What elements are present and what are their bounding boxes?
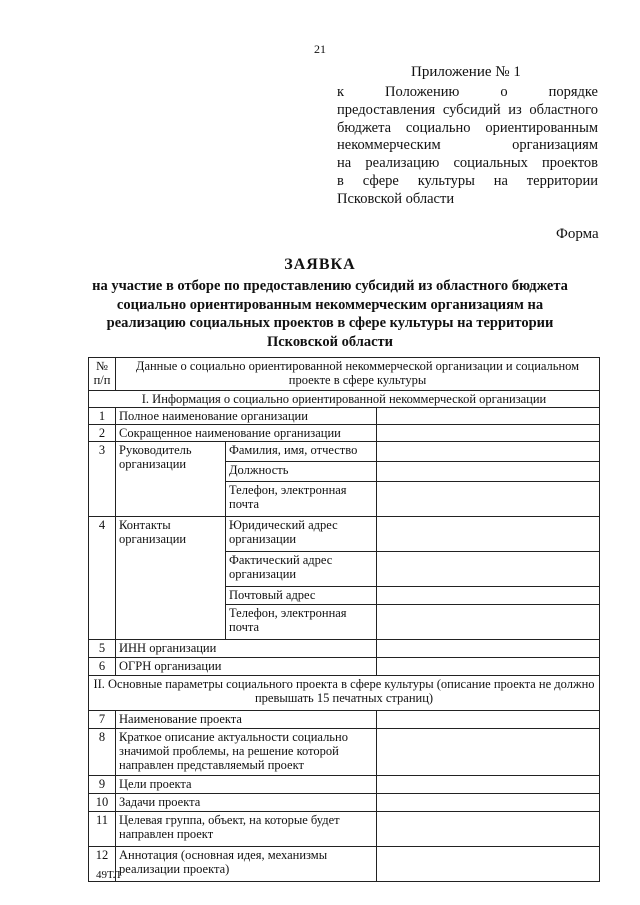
table-row bbox=[89, 425, 600, 442]
header-num: № п/п bbox=[89, 358, 116, 391]
row-number: 1 bbox=[89, 408, 116, 425]
value-field[interactable] bbox=[377, 794, 600, 812]
row-number: 2 bbox=[89, 425, 116, 442]
row-number: 12 bbox=[89, 847, 116, 882]
appendix-title: Приложение № 1 bbox=[411, 64, 521, 80]
row-number: 7 bbox=[89, 711, 116, 729]
value-field[interactable] bbox=[377, 587, 600, 605]
row-label: Контакты организации bbox=[116, 517, 226, 640]
row-label: Руководитель организации bbox=[116, 442, 226, 517]
page-number: 21 bbox=[314, 42, 326, 56]
row-number: 11 bbox=[89, 812, 116, 847]
section-row bbox=[89, 676, 600, 711]
row-label: Наименование проекта bbox=[116, 711, 377, 729]
row-label: Задачи проекта bbox=[116, 794, 377, 812]
sub-label: Фамилия, имя, отчество bbox=[226, 442, 377, 462]
header-data: Данные о социально ориентированной некоммерческой организации и социальном проекте в сфере культуры bbox=[116, 358, 600, 391]
application-form-table bbox=[88, 357, 600, 882]
document-title: ЗАЯВКА bbox=[284, 256, 356, 273]
row-number: 8 bbox=[89, 729, 116, 776]
row-label: Сокращенное наименование организации bbox=[116, 425, 377, 442]
row-label: Аннотация (основная идея, механизмы реализации проекта) bbox=[116, 847, 377, 882]
table-row bbox=[89, 794, 600, 812]
appendix-text bbox=[337, 84, 598, 209]
value-field[interactable] bbox=[377, 408, 600, 425]
value-field[interactable] bbox=[377, 658, 600, 676]
row-label: Целевая группа, объект, на которые будет направлен проект bbox=[116, 812, 377, 847]
appendix-line: в сфере культуры на территории bbox=[337, 172, 598, 189]
sub-label: Телефон, электронная почта bbox=[226, 482, 377, 517]
sub-label: Должность bbox=[226, 462, 377, 482]
sub-label: Почтовый адрес bbox=[226, 587, 377, 605]
table-row bbox=[89, 729, 600, 776]
row-label: ИНН организации bbox=[116, 640, 377, 658]
appendix-line: на реализацию социальных проектов bbox=[337, 155, 598, 172]
row-label: Цели проекта bbox=[116, 776, 377, 794]
appendix-line: бюджета социально ориентированным bbox=[337, 119, 598, 136]
value-field[interactable] bbox=[377, 776, 600, 794]
row-label: ОГРН организации bbox=[116, 658, 377, 676]
section-1-title: I. Информация о социально ориентированной некоммерческой организации bbox=[89, 391, 600, 408]
value-field[interactable] bbox=[377, 729, 600, 776]
value-field[interactable] bbox=[377, 812, 600, 847]
value-field[interactable] bbox=[377, 517, 600, 552]
sub-label: Фактический адрес организации bbox=[226, 552, 377, 587]
table-row bbox=[89, 640, 600, 658]
row-label: Полное наименование организации bbox=[116, 408, 377, 425]
value-field[interactable] bbox=[377, 442, 600, 462]
table-row bbox=[89, 408, 600, 425]
row-number: 6 bbox=[89, 658, 116, 676]
row-number: 10 bbox=[89, 794, 116, 812]
row-number: 9 bbox=[89, 776, 116, 794]
value-field[interactable] bbox=[377, 605, 600, 640]
table-row bbox=[89, 442, 600, 462]
table-row bbox=[89, 711, 600, 729]
row-label: Краткое описание актуальности социально значимой проблемы, на решение которой направлен представляемый проект bbox=[116, 729, 377, 776]
table-header-row bbox=[89, 358, 600, 391]
appendix-line: к Положению о порядке bbox=[337, 84, 598, 100]
table-row bbox=[89, 847, 600, 882]
table-row bbox=[89, 812, 600, 847]
footer-code: 49ТЛ bbox=[96, 869, 121, 881]
form-label: Форма bbox=[556, 226, 599, 242]
sub-label: Телефон, электронная почта bbox=[226, 605, 377, 640]
appendix-line: некоммерческим организациям bbox=[337, 137, 598, 154]
row-number: 3 bbox=[89, 442, 116, 517]
value-field[interactable] bbox=[377, 552, 600, 587]
table-row bbox=[89, 776, 600, 794]
value-field[interactable] bbox=[377, 640, 600, 658]
row-number: 4 bbox=[89, 517, 116, 640]
table-row bbox=[89, 658, 600, 676]
value-field[interactable] bbox=[377, 847, 600, 882]
value-field[interactable] bbox=[377, 425, 600, 442]
section-2-title: II. Основные параметры социального проекта в сфере культуры (описание проекта не должно превышать 15 печатных страниц) bbox=[89, 676, 600, 711]
section-row bbox=[89, 391, 600, 408]
row-number: 5 bbox=[89, 640, 116, 658]
value-field[interactable] bbox=[377, 462, 600, 482]
value-field[interactable] bbox=[377, 482, 600, 517]
document-subtitle: на участие в отборе по предоставлению субсидий из областного бюджета социально ориентированным некоммерческим организациям на реализацию социальных проектов в сфере культуры на территории Псковской области bbox=[92, 278, 568, 350]
sub-label: Юридический адрес организации bbox=[226, 517, 377, 552]
appendix-line: предоставления субсидий из областного bbox=[337, 101, 598, 118]
value-field[interactable] bbox=[377, 711, 600, 729]
appendix-line: Псковской области bbox=[337, 190, 455, 207]
table-row bbox=[89, 517, 600, 552]
